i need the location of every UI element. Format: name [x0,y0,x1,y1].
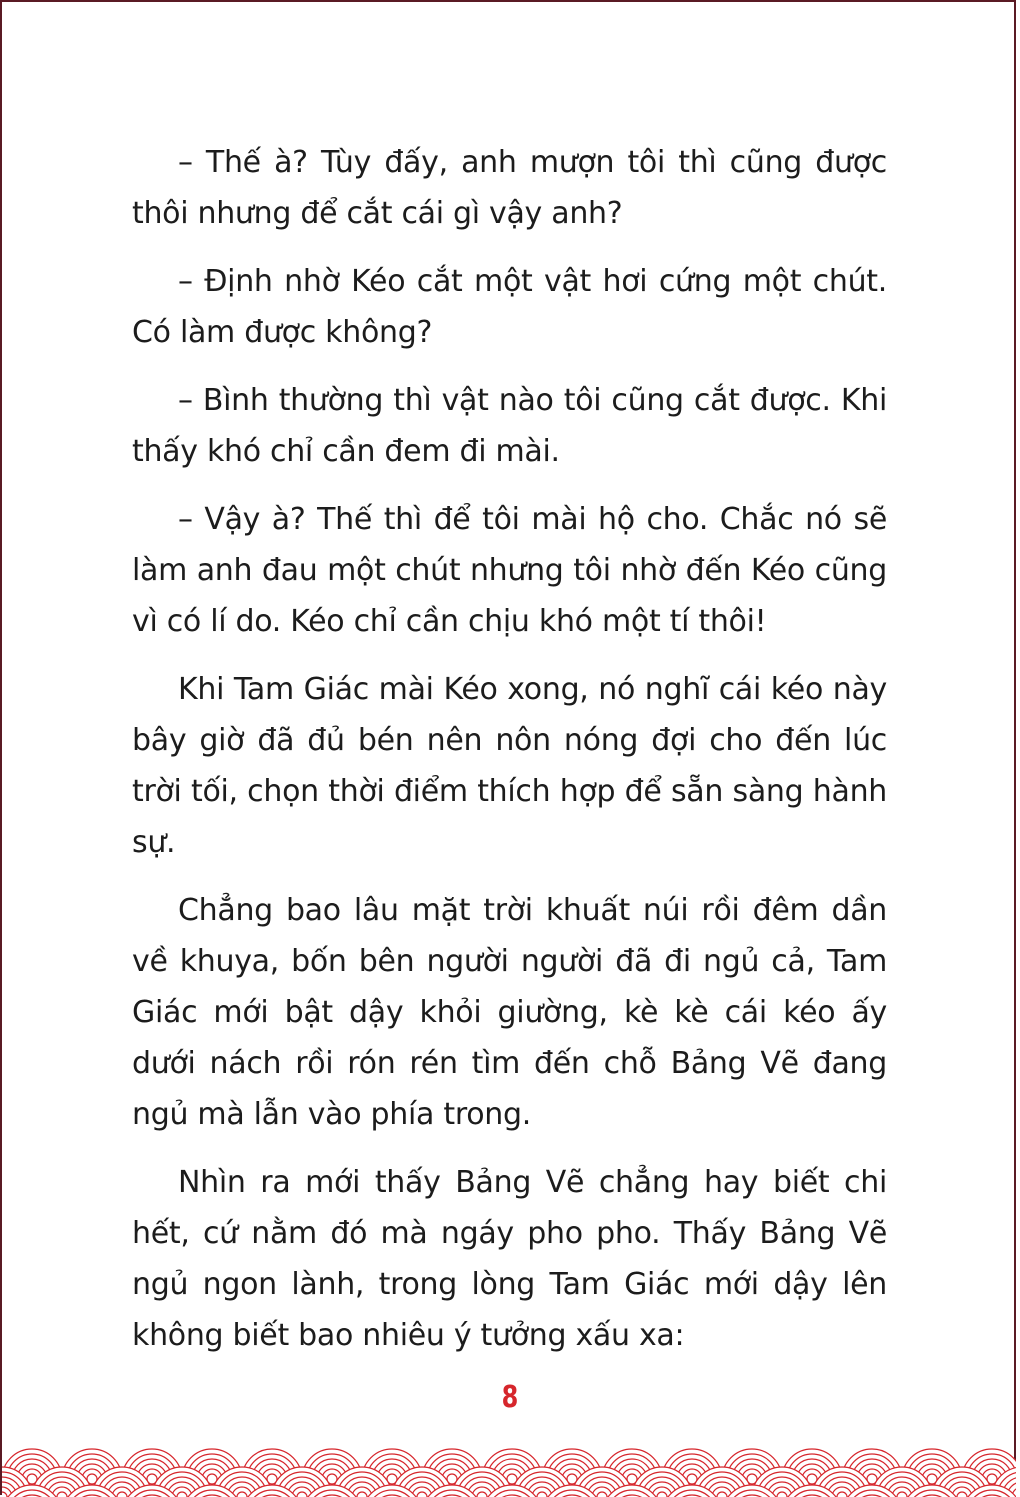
wave-pattern-graphic [2,1441,1016,1497]
paragraph-4: – Vậy à? Thế thì để tôi mài hộ cho. Chắc nó sẽ làm anh đau một chút nhưng tôi nhờ đến Kéo cũng vì có lí do. Kéo chỉ cần chịu khó một tí thôi! [132,502,887,639]
paragraph-2: – Định nhờ Kéo cắt một vật hơi cứng một chút. Có làm được không? [132,264,887,350]
paragraph-7: Nhìn ra mới thấy Bảng Vẽ chẳng hay biết chi hết, cứ nằm đó mà ngáy pho pho. Thấy Bảng Vẽ ngủ ngon lành, trong lòng Tam Giác mới dậy lên không biết bao nhiêu ý tưởng xấu xa: [132,1165,887,1353]
wave-border-pattern [2,1441,1016,1497]
page-number: 8 [501,1380,519,1415]
paragraph-3: – Bình thường thì vật nào tôi cũng cắt được. Khi thấy khó chỉ cần đem đi mài. [132,383,887,469]
story-text [132,137,887,1378]
paragraph-5: Khi Tam Giác mài Kéo xong, nó nghĩ cái kéo này bây giờ đã đủ bén nên nôn nóng đợi cho đến lúc trời tối, chọn thời điểm thích hợp để sẵn sàng hành sự. [132,672,887,860]
paragraph-6: Chẳng bao lâu mặt trời khuất núi rồi đêm dần về khuya, bốn bên người người đã đi ngủ cả, Tam Giác mới bật dậy khỏi giường, kè kè cái kéo ấy dưới nách rồi rón rén tìm đến chỗ Bảng Vẽ đang ngủ mà lẫn vào phía trong. [132,893,887,1132]
paragraph-1: – Thế à? Tùy đấy, anh mượn tôi thì cũng được thôi nhưng để cắt cái gì vậy anh? [132,145,887,231]
